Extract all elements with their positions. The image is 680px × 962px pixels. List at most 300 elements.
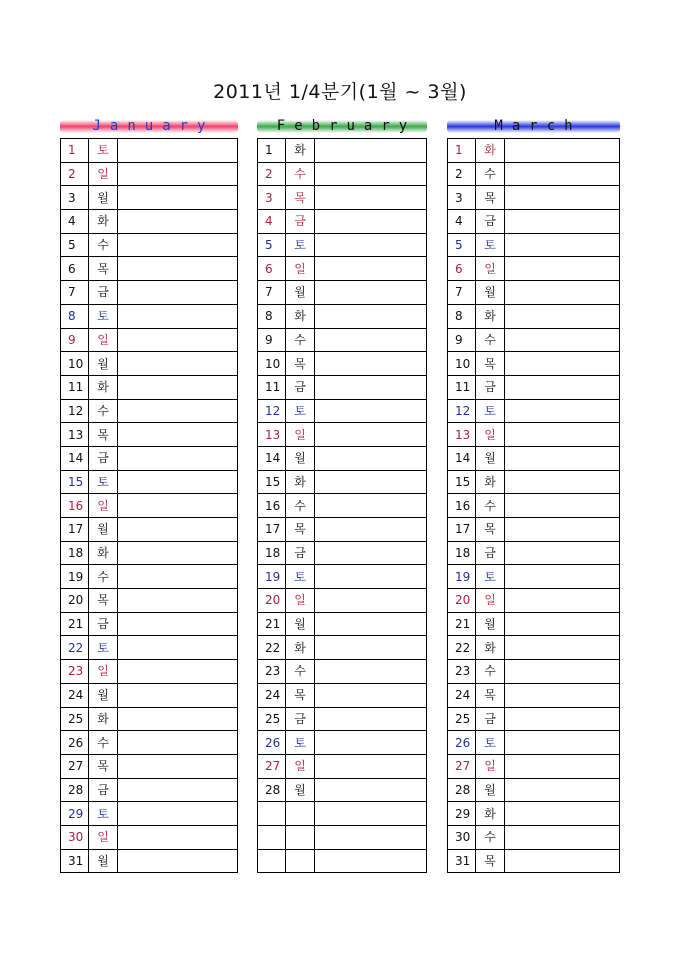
- note-cell[interactable]: [505, 423, 620, 447]
- day-row: [61, 423, 238, 447]
- note-cell[interactable]: [505, 849, 620, 873]
- weekday: 화: [476, 470, 505, 494]
- note-cell[interactable]: [315, 375, 427, 399]
- weekday: 일: [89, 660, 118, 684]
- note-cell[interactable]: [505, 825, 620, 849]
- weekday: 토: [476, 399, 505, 423]
- note-cell[interactable]: [118, 304, 238, 328]
- day-number: 19: [61, 565, 89, 589]
- day-row: [258, 849, 427, 873]
- weekday: 수: [286, 660, 315, 684]
- note-cell[interactable]: [505, 683, 620, 707]
- note-cell[interactable]: [505, 731, 620, 755]
- day-row: [448, 375, 620, 399]
- weekday: 토: [89, 304, 118, 328]
- day-number: 1: [448, 139, 476, 163]
- day-row: [61, 162, 238, 186]
- day-row: [448, 423, 620, 447]
- note-cell[interactable]: [315, 589, 427, 613]
- day-row: [61, 802, 238, 826]
- month-header: [257, 118, 427, 134]
- day-row: [258, 257, 427, 281]
- note-cell[interactable]: [118, 825, 238, 849]
- note-cell[interactable]: [118, 257, 238, 281]
- note-cell[interactable]: [118, 399, 238, 423]
- day-number: 26: [258, 731, 286, 755]
- day-row: [258, 281, 427, 305]
- weekday: 목: [89, 589, 118, 613]
- note-cell[interactable]: [505, 328, 620, 352]
- day-row: [258, 589, 427, 613]
- note-cell[interactable]: [505, 612, 620, 636]
- weekday: 일: [89, 825, 118, 849]
- day-row: [448, 186, 620, 210]
- day-number: 1: [61, 139, 89, 163]
- day-number: 5: [448, 233, 476, 257]
- note-cell[interactable]: [118, 683, 238, 707]
- day-number: 12: [61, 399, 89, 423]
- day-row: [61, 731, 238, 755]
- day-row: [258, 612, 427, 636]
- weekday: 토: [286, 565, 315, 589]
- weekday: 월: [89, 186, 118, 210]
- weekday: 수: [476, 494, 505, 518]
- note-cell[interactable]: [315, 565, 427, 589]
- weekday: 목: [286, 683, 315, 707]
- day-row: [258, 494, 427, 518]
- day-row: [61, 352, 238, 376]
- day-row: [258, 470, 427, 494]
- weekday: 월: [286, 778, 315, 802]
- day-row: [258, 683, 427, 707]
- note-cell[interactable]: [315, 352, 427, 376]
- day-number: 18: [448, 541, 476, 565]
- day-row: [448, 541, 620, 565]
- weekday: 토: [89, 636, 118, 660]
- weekday: 목: [286, 518, 315, 542]
- day-number: 10: [61, 352, 89, 376]
- day-row: [448, 731, 620, 755]
- weekday: 목: [286, 186, 315, 210]
- note-cell[interactable]: [315, 470, 427, 494]
- weekday: 월: [286, 446, 315, 470]
- day-row: [61, 375, 238, 399]
- day-row: [258, 754, 427, 778]
- weekday: 월: [476, 778, 505, 802]
- day-row: [61, 754, 238, 778]
- day-table: [447, 138, 620, 873]
- weekday: 수: [286, 328, 315, 352]
- day-number: 2: [258, 162, 286, 186]
- day-number: 21: [258, 612, 286, 636]
- note-cell[interactable]: [315, 612, 427, 636]
- day-table: [60, 138, 238, 873]
- weekday: 화: [286, 304, 315, 328]
- day-row: [61, 210, 238, 234]
- weekday: 화: [476, 802, 505, 826]
- note-cell[interactable]: [505, 399, 620, 423]
- day-number: 23: [448, 660, 476, 684]
- day-number: 16: [61, 494, 89, 518]
- note-cell[interactable]: [505, 186, 620, 210]
- day-number: 2: [61, 162, 89, 186]
- note-cell[interactable]: [315, 304, 427, 328]
- day-number: 27: [258, 754, 286, 778]
- day-row: [61, 257, 238, 281]
- day-number: 1: [258, 139, 286, 163]
- day-number: 30: [61, 825, 89, 849]
- day-number: 9: [61, 328, 89, 352]
- day-number: 12: [448, 399, 476, 423]
- note-cell[interactable]: [118, 233, 238, 257]
- weekday: 화: [286, 470, 315, 494]
- note-cell[interactable]: [505, 233, 620, 257]
- weekday: 금: [286, 375, 315, 399]
- note-cell[interactable]: [118, 565, 238, 589]
- weekday: 월: [89, 518, 118, 542]
- weekday: 목: [476, 683, 505, 707]
- note-cell[interactable]: [118, 352, 238, 376]
- day-number: 19: [258, 565, 286, 589]
- day-number: 28: [258, 778, 286, 802]
- note-cell[interactable]: [118, 281, 238, 305]
- note-cell[interactable]: [315, 825, 427, 849]
- day-number: 7: [61, 281, 89, 305]
- weekday: 수: [89, 731, 118, 755]
- weekday: 화: [89, 707, 118, 731]
- day-table: [257, 138, 427, 873]
- day-row: [448, 446, 620, 470]
- weekday: 월: [476, 281, 505, 305]
- note-cell[interactable]: [118, 541, 238, 565]
- note-cell[interactable]: [118, 778, 238, 802]
- day-row: [61, 612, 238, 636]
- note-cell[interactable]: [315, 281, 427, 305]
- note-cell[interactable]: [118, 375, 238, 399]
- weekday: 토: [89, 139, 118, 163]
- weekday: 목: [89, 423, 118, 447]
- note-cell[interactable]: [315, 707, 427, 731]
- day-number: 13: [61, 423, 89, 447]
- note-cell[interactable]: [505, 565, 620, 589]
- note-cell[interactable]: [315, 518, 427, 542]
- weekday: 화: [286, 139, 315, 163]
- day-number: 11: [258, 375, 286, 399]
- weekday: 일: [476, 754, 505, 778]
- day-row: [448, 518, 620, 542]
- weekday: 일: [286, 423, 315, 447]
- day-number: 10: [258, 352, 286, 376]
- day-row: [448, 683, 620, 707]
- day-number: 7: [258, 281, 286, 305]
- day-number: 24: [448, 683, 476, 707]
- day-number: 20: [61, 589, 89, 613]
- weekday: 화: [89, 375, 118, 399]
- day-number: 3: [448, 186, 476, 210]
- day-row: [61, 660, 238, 684]
- day-row: [61, 518, 238, 542]
- weekday: 목: [476, 849, 505, 873]
- note-cell[interactable]: [505, 210, 620, 234]
- note-cell[interactable]: [505, 446, 620, 470]
- weekday: 일: [89, 328, 118, 352]
- note-cell[interactable]: [315, 660, 427, 684]
- note-cell[interactable]: [505, 518, 620, 542]
- day-number: 4: [258, 210, 286, 234]
- note-cell[interactable]: [315, 683, 427, 707]
- weekday: 화: [476, 304, 505, 328]
- weekday: 금: [476, 375, 505, 399]
- weekday: 수: [476, 825, 505, 849]
- note-cell[interactable]: [315, 162, 427, 186]
- weekday: 수: [89, 399, 118, 423]
- day-number: 6: [448, 257, 476, 281]
- note-cell[interactable]: [315, 636, 427, 660]
- day-row: [448, 399, 620, 423]
- note-cell[interactable]: [505, 541, 620, 565]
- day-row: [61, 186, 238, 210]
- note-cell[interactable]: [118, 707, 238, 731]
- weekday: 월: [476, 446, 505, 470]
- note-cell[interactable]: [505, 281, 620, 305]
- note-cell[interactable]: [315, 731, 427, 755]
- weekday: 금: [286, 541, 315, 565]
- day-number: 28: [448, 778, 476, 802]
- day-row: [258, 399, 427, 423]
- note-cell[interactable]: [118, 494, 238, 518]
- day-row: [61, 636, 238, 660]
- note-cell[interactable]: [118, 186, 238, 210]
- day-number: 19: [448, 565, 476, 589]
- note-cell[interactable]: [315, 849, 427, 873]
- day-row: [258, 210, 427, 234]
- weekday: 수: [89, 233, 118, 257]
- day-number: 30: [448, 825, 476, 849]
- day-row: [448, 494, 620, 518]
- weekday: 목: [89, 257, 118, 281]
- note-cell[interactable]: [315, 494, 427, 518]
- month-name: February: [276, 118, 417, 134]
- weekday: 화: [476, 636, 505, 660]
- note-cell[interactable]: [505, 754, 620, 778]
- weekday: 월: [286, 612, 315, 636]
- note-cell[interactable]: [118, 849, 238, 873]
- weekday: 토: [476, 233, 505, 257]
- note-cell[interactable]: [505, 778, 620, 802]
- day-row: [448, 281, 620, 305]
- note-cell[interactable]: [505, 304, 620, 328]
- month-name: March: [494, 118, 582, 134]
- note-cell[interactable]: [315, 186, 427, 210]
- note-cell[interactable]: [505, 802, 620, 826]
- day-number: 26: [61, 731, 89, 755]
- day-row: [448, 707, 620, 731]
- day-row: [448, 565, 620, 589]
- note-cell[interactable]: [118, 589, 238, 613]
- weekday: 토: [286, 399, 315, 423]
- day-row: [258, 233, 427, 257]
- day-row: [448, 233, 620, 257]
- month-header: [60, 118, 238, 134]
- weekday: 화: [89, 210, 118, 234]
- day-number: 16: [258, 494, 286, 518]
- day-number: 29: [448, 802, 476, 826]
- day-row: [258, 352, 427, 376]
- day-number: 15: [258, 470, 286, 494]
- note-cell[interactable]: [505, 375, 620, 399]
- weekday: 금: [476, 541, 505, 565]
- note-cell[interactable]: [315, 446, 427, 470]
- day-number: 11: [448, 375, 476, 399]
- day-row: [61, 328, 238, 352]
- note-cell[interactable]: [315, 778, 427, 802]
- weekday: 수: [286, 494, 315, 518]
- weekday: 화: [89, 541, 118, 565]
- day-number: 11: [61, 375, 89, 399]
- weekday: 화: [286, 636, 315, 660]
- note-cell[interactable]: [118, 446, 238, 470]
- weekday: 일: [89, 494, 118, 518]
- day-number: 13: [448, 423, 476, 447]
- weekday: 월: [286, 281, 315, 305]
- weekday: 토: [89, 470, 118, 494]
- note-cell[interactable]: [315, 802, 427, 826]
- note-cell[interactable]: [505, 589, 620, 613]
- note-cell[interactable]: [118, 423, 238, 447]
- day-number: 26: [448, 731, 476, 755]
- note-cell[interactable]: [315, 399, 427, 423]
- note-cell[interactable]: [505, 494, 620, 518]
- day-number: 5: [258, 233, 286, 257]
- weekday: 목: [89, 754, 118, 778]
- note-cell[interactable]: [118, 210, 238, 234]
- weekday: 월: [89, 849, 118, 873]
- month-january: [60, 118, 238, 873]
- note-cell[interactable]: [315, 754, 427, 778]
- day-number: 6: [258, 257, 286, 281]
- day-row: [61, 541, 238, 565]
- day-number: 20: [258, 589, 286, 613]
- day-number: 3: [258, 186, 286, 210]
- day-row: [448, 660, 620, 684]
- day-number: 25: [448, 707, 476, 731]
- note-cell[interactable]: [118, 636, 238, 660]
- note-cell[interactable]: [118, 328, 238, 352]
- note-cell[interactable]: [118, 162, 238, 186]
- note-cell[interactable]: [505, 636, 620, 660]
- day-row: [61, 233, 238, 257]
- day-row: [61, 849, 238, 873]
- day-row: [258, 565, 427, 589]
- day-row: [61, 446, 238, 470]
- day-number: 25: [61, 707, 89, 731]
- day-row: [448, 778, 620, 802]
- note-cell[interactable]: [315, 210, 427, 234]
- day-number: 17: [61, 518, 89, 542]
- weekday: 토: [286, 731, 315, 755]
- weekday: 수: [476, 660, 505, 684]
- weekday: 화: [476, 139, 505, 163]
- day-number: 22: [258, 636, 286, 660]
- day-number: 22: [61, 636, 89, 660]
- note-cell[interactable]: [315, 328, 427, 352]
- day-number: 14: [258, 446, 286, 470]
- day-row: [448, 612, 620, 636]
- weekday: [286, 825, 315, 849]
- weekday: 일: [476, 423, 505, 447]
- day-number: [258, 825, 286, 849]
- note-cell[interactable]: [315, 233, 427, 257]
- weekday: 토: [286, 233, 315, 257]
- note-cell[interactable]: [118, 731, 238, 755]
- day-number: 6: [61, 257, 89, 281]
- note-cell[interactable]: [505, 660, 620, 684]
- day-row: [448, 636, 620, 660]
- note-cell[interactable]: [505, 352, 620, 376]
- note-cell[interactable]: [118, 470, 238, 494]
- note-cell[interactable]: [118, 802, 238, 826]
- weekday: 수: [89, 565, 118, 589]
- weekday: 토: [476, 731, 505, 755]
- note-cell[interactable]: [505, 139, 620, 163]
- day-row: [448, 470, 620, 494]
- day-number: 22: [448, 636, 476, 660]
- note-cell[interactable]: [118, 612, 238, 636]
- day-number: 17: [448, 518, 476, 542]
- note-cell[interactable]: [315, 257, 427, 281]
- note-cell[interactable]: [315, 423, 427, 447]
- weekday: 금: [89, 281, 118, 305]
- month-header: [447, 118, 620, 134]
- day-number: 8: [258, 304, 286, 328]
- weekday: 일: [476, 257, 505, 281]
- day-number: 7: [448, 281, 476, 305]
- day-row: [448, 210, 620, 234]
- note-cell[interactable]: [118, 139, 238, 163]
- day-number: 5: [61, 233, 89, 257]
- day-number: 15: [448, 470, 476, 494]
- day-number: 2: [448, 162, 476, 186]
- month-name: January: [92, 118, 215, 134]
- note-cell[interactable]: [315, 139, 427, 163]
- day-row: [61, 470, 238, 494]
- day-row: [448, 589, 620, 613]
- day-row: [258, 304, 427, 328]
- day-row: [61, 707, 238, 731]
- day-row: [448, 328, 620, 352]
- month-february: [257, 118, 427, 873]
- day-row: [258, 328, 427, 352]
- day-row: [448, 802, 620, 826]
- note-cell[interactable]: [505, 162, 620, 186]
- note-cell[interactable]: [315, 541, 427, 565]
- day-row: [448, 304, 620, 328]
- day-number: 27: [61, 754, 89, 778]
- note-cell[interactable]: [505, 257, 620, 281]
- day-number: 9: [448, 328, 476, 352]
- note-cell[interactable]: [505, 707, 620, 731]
- day-number: 8: [61, 304, 89, 328]
- day-row: [448, 825, 620, 849]
- note-cell[interactable]: [118, 518, 238, 542]
- weekday: 금: [476, 210, 505, 234]
- day-row: [258, 186, 427, 210]
- note-cell[interactable]: [505, 470, 620, 494]
- note-cell[interactable]: [118, 660, 238, 684]
- day-row: [448, 139, 620, 163]
- note-cell[interactable]: [118, 754, 238, 778]
- weekday: 일: [286, 754, 315, 778]
